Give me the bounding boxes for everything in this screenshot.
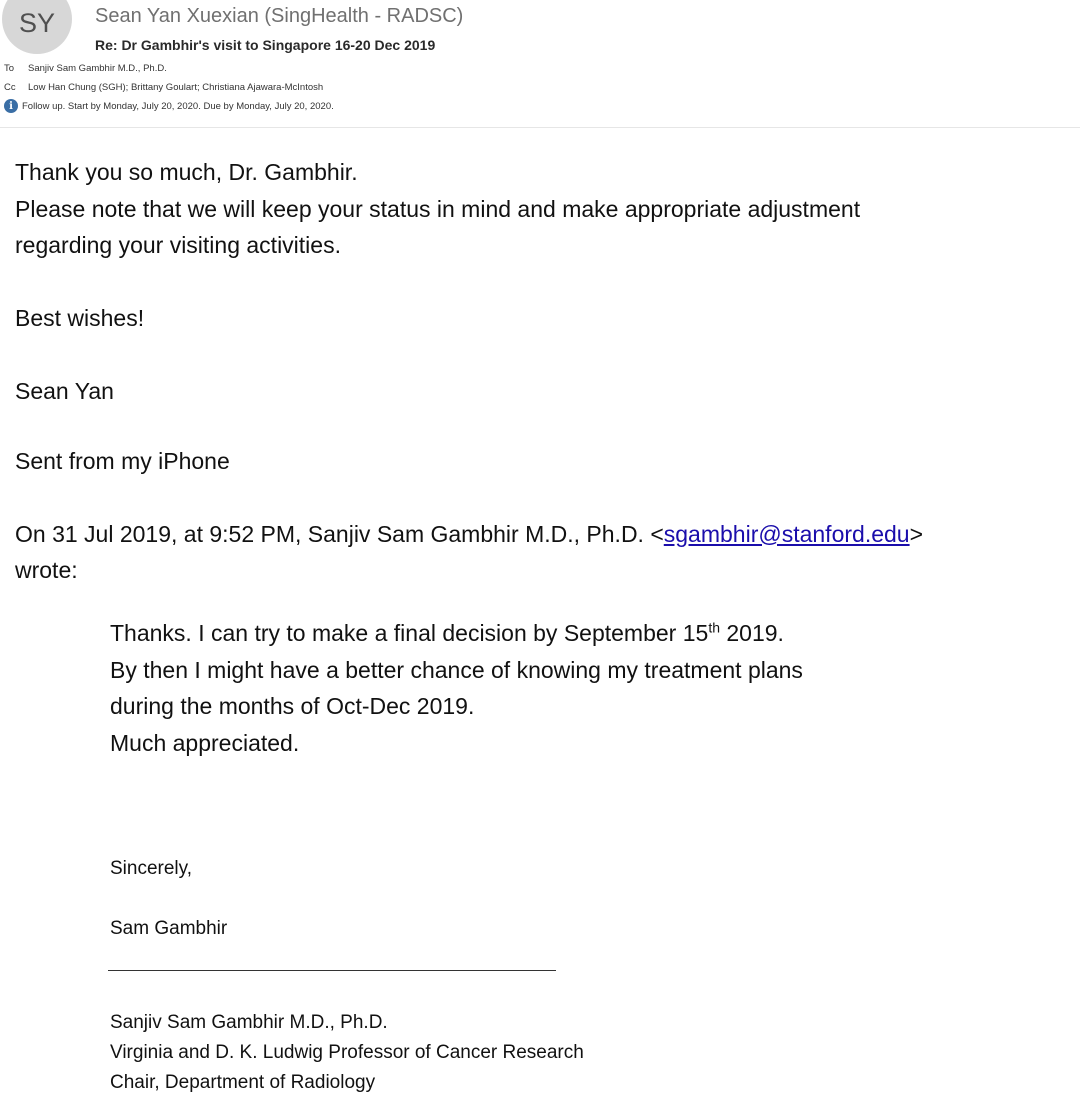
sender-signoff: Sean Yan <box>15 378 114 404</box>
sent-from: Sent from my iPhone <box>15 447 230 474</box>
quoted-line: during the months of Oct-Dec 2019. <box>110 693 475 719</box>
header-divider <box>0 127 1080 128</box>
body-line: Thank you so much, Dr. Gambhir. <box>15 159 358 185</box>
quoted-line: Thanks. I can try to make a final decision by September 15th 2019. <box>110 619 784 646</box>
message-body <box>15 154 1075 589</box>
followup-flag <box>4 99 334 113</box>
signature-title: Virginia and D. K. Ludwig Professor of Cancer Research <box>110 1042 584 1063</box>
signature-title: Chair, Department of Radiology <box>110 1072 376 1093</box>
quote-wrote: wrote: <box>15 557 78 583</box>
body-line: Please note that we will keep your status in mind and make appropriate adjustment <box>15 195 861 222</box>
body-line: regarding your visiting activities. <box>15 232 341 258</box>
followup-text: Follow up. Start by Monday, July 20, 2020. Due by Monday, July 20, 2020. <box>22 100 334 112</box>
sender-name[interactable]: Sean Yan Xuexian (SingHealth - RADSC) <box>95 5 464 27</box>
quoted-message <box>110 615 1010 761</box>
cc-row <box>4 82 323 93</box>
to-recipient[interactable]: Sanjiv Sam Gambhir M.D., Ph.D. <box>28 63 167 74</box>
email-header <box>0 0 1080 128</box>
quoted-line: By then I might have a better chance of knowing my treatment plans <box>110 656 803 683</box>
quote-header-suffix: > <box>909 520 924 547</box>
to-row <box>4 63 167 74</box>
cc-recipients[interactable]: Low Han Chung (SGH); Brittany Goulart; Christiana Ajawara-McIntosh <box>28 82 324 93</box>
quoted-line: Much appreciated. <box>110 729 300 756</box>
email-link[interactable]: sgambhir@stanford.edu <box>663 520 910 547</box>
sign-name: Sam Gambhir <box>110 918 228 939</box>
closing: Best wishes! <box>15 305 145 331</box>
signature-divider <box>108 970 556 971</box>
to-label: To <box>4 63 15 74</box>
cc-label: Cc <box>4 82 16 93</box>
sincerely: Sincerely, <box>110 858 193 879</box>
quote-header-prefix: On 31 Jul 2019, at 9:52 PM, Sanjiv Sam Gambhir M.D., Ph.D. < <box>15 520 664 547</box>
signature-name: Sanjiv Sam Gambhir M.D., Ph.D. <box>110 1012 388 1033</box>
info-icon: i <box>4 99 18 113</box>
quote-header <box>15 516 1075 553</box>
avatar[interactable]: SY <box>2 0 72 54</box>
signature-block <box>110 1008 584 1098</box>
email-subject: Re: Dr Gambhir's visit to Singapore 16-20 Dec 2019 <box>95 37 436 53</box>
